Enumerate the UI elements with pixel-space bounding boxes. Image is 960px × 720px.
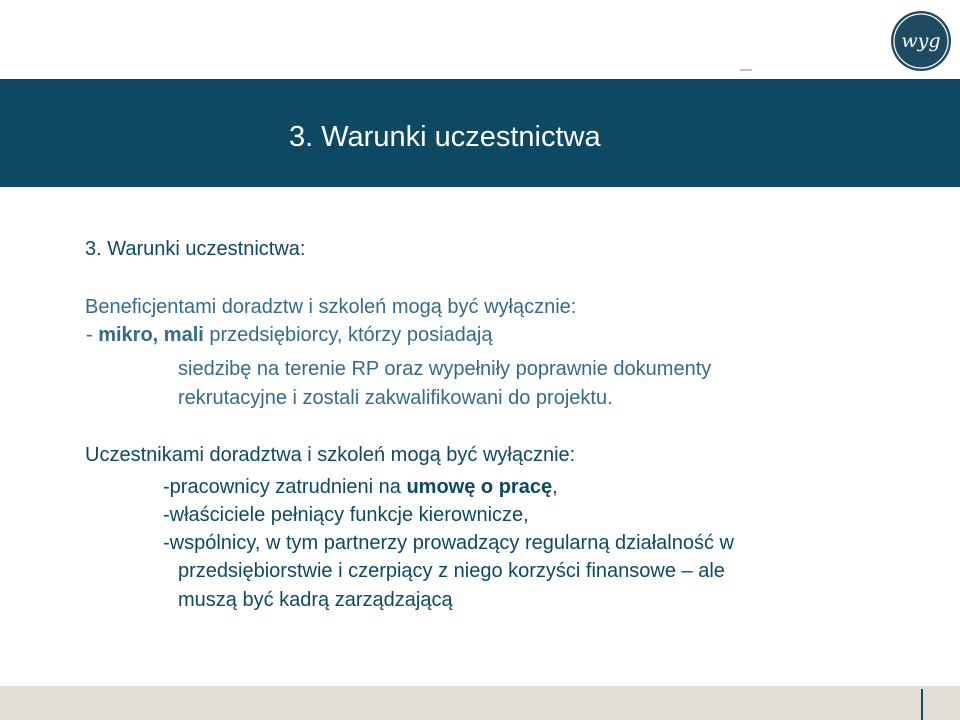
beneficiaries-intro: Beneficjentami doradztw i szkoleń mogą być wyłącznie:: [85, 296, 577, 318]
logo-underline: [740, 69, 752, 71]
participants-item-1-prefix: -pracownicy zatrudnieni na: [163, 476, 407, 498]
section-heading: 3. Warunki uczestnictwa:: [85, 238, 306, 260]
participants-item-1: [163, 473, 558, 501]
participants-item-3-line-3: muszą być kadrą zarządzającą: [178, 589, 453, 611]
beneficiaries-item-bold: mikro, mali: [98, 324, 204, 346]
beneficiaries-item-rest: przedsiębiorcy, którzy posiadają: [203, 324, 493, 346]
participants-item-1-suffix: ,: [552, 476, 558, 498]
beneficiaries-item-prefix: -: [86, 324, 99, 346]
footer-divider: [921, 689, 923, 720]
participants-intro: Uczestnikami doradztwa i szkoleń mogą być wyłącznie:: [85, 444, 576, 466]
participants-item-3-line-1: -wspólnicy, w tym partnerzy prowadzący regularną działalność w: [163, 532, 734, 554]
beneficiaries-item: [86, 321, 492, 349]
slide-title: 3. Warunki uczestnictwa: [289, 121, 601, 153]
wyg-logo: [890, 10, 952, 72]
participants-item-2: -właściciele pełniący funkcje kierownicze,: [163, 504, 529, 526]
logo-text: wyg: [901, 30, 941, 52]
beneficiaries-line-3: rekrutacyjne i zostali zakwalifikowani do projektu.: [178, 387, 613, 409]
beneficiaries-line-2: siedzibę na terenie RP oraz wypełniły poprawnie dokumenty: [178, 358, 712, 380]
footer-bar: [0, 686, 960, 720]
participants-item-1-bold: umowę o pracę: [406, 476, 553, 498]
participants-item-3-line-2: przedsiębiorstwie i czerpiący z niego korzyści finansowe – ale: [178, 560, 725, 582]
